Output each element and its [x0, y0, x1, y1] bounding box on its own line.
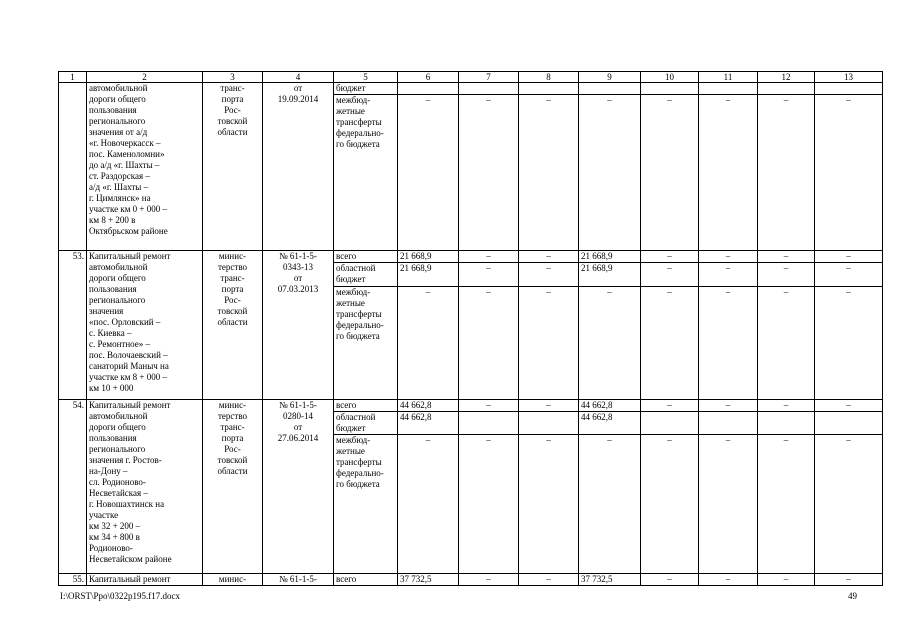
customer-cell: транс- порта Рос- товской области [203, 83, 263, 251]
header-cell: 5 [334, 72, 398, 83]
header-cell: 9 [579, 72, 641, 83]
value-cell: – [459, 400, 519, 412]
value-cell: 44 662,8 [398, 400, 459, 412]
value-cell: 21 668,9 [398, 251, 459, 263]
header-cell: 11 [699, 72, 758, 83]
value-cell: – [398, 435, 459, 574]
value-cell [815, 83, 883, 95]
page-number: 49 [848, 591, 857, 601]
value-cell: 44 662,8 [579, 412, 641, 435]
value-cell: 21 668,9 [398, 263, 459, 287]
row-index-cell: 55. [59, 574, 87, 586]
value-cell: 44 662,8 [579, 400, 641, 412]
value-cell: – [699, 435, 758, 574]
row-index-cell: 53. [59, 251, 87, 400]
value-cell: 37 732,5 [398, 574, 459, 586]
value-cell: – [758, 400, 815, 412]
value-cell [459, 83, 519, 95]
value-cell: – [815, 287, 883, 400]
header-cell: 10 [641, 72, 699, 83]
value-cell: 44 662,8 [398, 412, 459, 435]
document-cell: от 19.09.2014 [263, 83, 334, 251]
value-cell: – [519, 435, 579, 574]
value-cell: – [641, 574, 699, 586]
object-name-cell: Капитальный ремонт [87, 574, 203, 586]
value-cell: – [641, 287, 699, 400]
funding-source-cell: межбюд- жетные трансферты федерально- го бюджета [334, 95, 398, 251]
customer-cell: минис- терство транс- порта Рос- товской области [203, 251, 263, 400]
value-cell: – [641, 251, 699, 263]
value-cell: – [815, 574, 883, 586]
object-name-cell: Капитальный ремонт автомобильной дороги общего пользования регионального значения «пос. Орловский – с. Киевка – с. Ремонтное» – пос. Волочаевский – санаторий Маныч на участке км 8 + 000 – км 10 + 000 [87, 251, 203, 400]
value-cell [519, 412, 579, 435]
value-cell: – [758, 435, 815, 574]
value-cell [641, 83, 699, 95]
value-cell: – [641, 400, 699, 412]
value-cell [699, 83, 758, 95]
header-cell: 13 [815, 72, 883, 83]
value-cell: – [758, 287, 815, 400]
table-row [59, 400, 883, 412]
funding-source-cell: бюджет [334, 83, 398, 95]
header-cell: 6 [398, 72, 459, 83]
value-cell [758, 412, 815, 435]
table-row [59, 83, 883, 95]
table-row [59, 574, 883, 586]
value-cell: – [459, 435, 519, 574]
funding-source-cell: областной бюджет [334, 263, 398, 287]
footer-file-path: I:\ORST\Ppo\0322p195.f17.docx [60, 591, 181, 601]
header-cell: 3 [203, 72, 263, 83]
value-cell: – [699, 263, 758, 287]
value-cell: 21 668,9 [579, 251, 641, 263]
value-cell: – [398, 95, 459, 251]
funding-source-cell: межбюд- жетные трансферты федерально- го бюджета [334, 435, 398, 574]
value-cell: – [699, 251, 758, 263]
value-cell [579, 83, 641, 95]
value-cell: – [398, 287, 459, 400]
document-cell: № 61-1-5- [263, 574, 334, 586]
header-row [59, 72, 883, 83]
header-cell: 4 [263, 72, 334, 83]
value-cell: – [459, 287, 519, 400]
value-cell: – [459, 263, 519, 287]
header-cell: 8 [519, 72, 579, 83]
value-cell: – [699, 574, 758, 586]
value-cell: – [699, 95, 758, 251]
document-cell: № 61-1-5- 0343-13 от 07.03.2013 [263, 251, 334, 400]
value-cell: – [579, 95, 641, 251]
header-cell: 1 [59, 72, 87, 83]
value-cell: – [519, 400, 579, 412]
value-cell: – [815, 400, 883, 412]
object-name-cell: Капитальный ремонт автомобильной дороги общего пользования регионального значения г. Ростов- на-Дону – сл. Родионово- Несветайская – г. Новошахтинск на участке км 32 + 200 – км 34 + 800 в Родионово- Несветайском районе [87, 400, 203, 574]
funding-source-cell: областной бюджет [334, 412, 398, 435]
value-cell: – [815, 95, 883, 251]
funding-source-cell: всего [334, 574, 398, 586]
value-cell: – [579, 287, 641, 400]
document-cell: № 61-1-5- 0280-14 от 27.06.2014 [263, 400, 334, 574]
value-cell: 21 668,9 [579, 263, 641, 287]
value-cell: – [641, 263, 699, 287]
value-cell [699, 412, 758, 435]
value-cell: – [519, 95, 579, 251]
value-cell: 37 732,5 [579, 574, 641, 586]
row-index-cell: 54. [59, 400, 87, 574]
value-cell: – [699, 400, 758, 412]
value-cell [641, 412, 699, 435]
customer-cell: минис- [203, 574, 263, 586]
value-cell: – [579, 435, 641, 574]
value-cell: – [459, 574, 519, 586]
value-cell: – [641, 435, 699, 574]
value-cell: – [519, 263, 579, 287]
value-cell: – [519, 251, 579, 263]
row-index-cell [59, 83, 87, 251]
value-cell [459, 412, 519, 435]
header-cell: 7 [459, 72, 519, 83]
object-name-cell: автомобильной дороги общего пользования регионального значения от а/д «г. Новочеркасск – пос. Каменоломни» до а/д «г. Шахты – ст. Раздорская – а/д «г. Шахты – г. Цимлянск» на участке км 0 + 000 – км 8 + 200 в Октябрьском районе [87, 83, 203, 251]
value-cell [758, 83, 815, 95]
value-cell [815, 412, 883, 435]
value-cell: – [699, 287, 758, 400]
table-row [59, 251, 883, 263]
value-cell: – [815, 435, 883, 574]
value-cell: – [459, 95, 519, 251]
value-cell: – [758, 95, 815, 251]
value-cell: – [758, 263, 815, 287]
value-cell: – [459, 251, 519, 263]
value-cell: – [758, 574, 815, 586]
value-cell: – [815, 251, 883, 263]
header-cell: 12 [758, 72, 815, 83]
header-cell: 2 [87, 72, 203, 83]
customer-cell: минис- терство транс- порта Рос- товской области [203, 400, 263, 574]
document-table [58, 71, 883, 586]
table-body [59, 72, 883, 586]
value-cell: – [519, 574, 579, 586]
funding-source-cell: всего [334, 251, 398, 263]
value-cell: – [758, 251, 815, 263]
value-cell: – [815, 263, 883, 287]
value-cell [398, 83, 459, 95]
funding-source-cell: межбюд- жетные трансферты федерально- го бюджета [334, 287, 398, 400]
value-cell: – [641, 95, 699, 251]
value-cell [519, 83, 579, 95]
funding-source-cell: всего [334, 400, 398, 412]
value-cell: – [519, 287, 579, 400]
